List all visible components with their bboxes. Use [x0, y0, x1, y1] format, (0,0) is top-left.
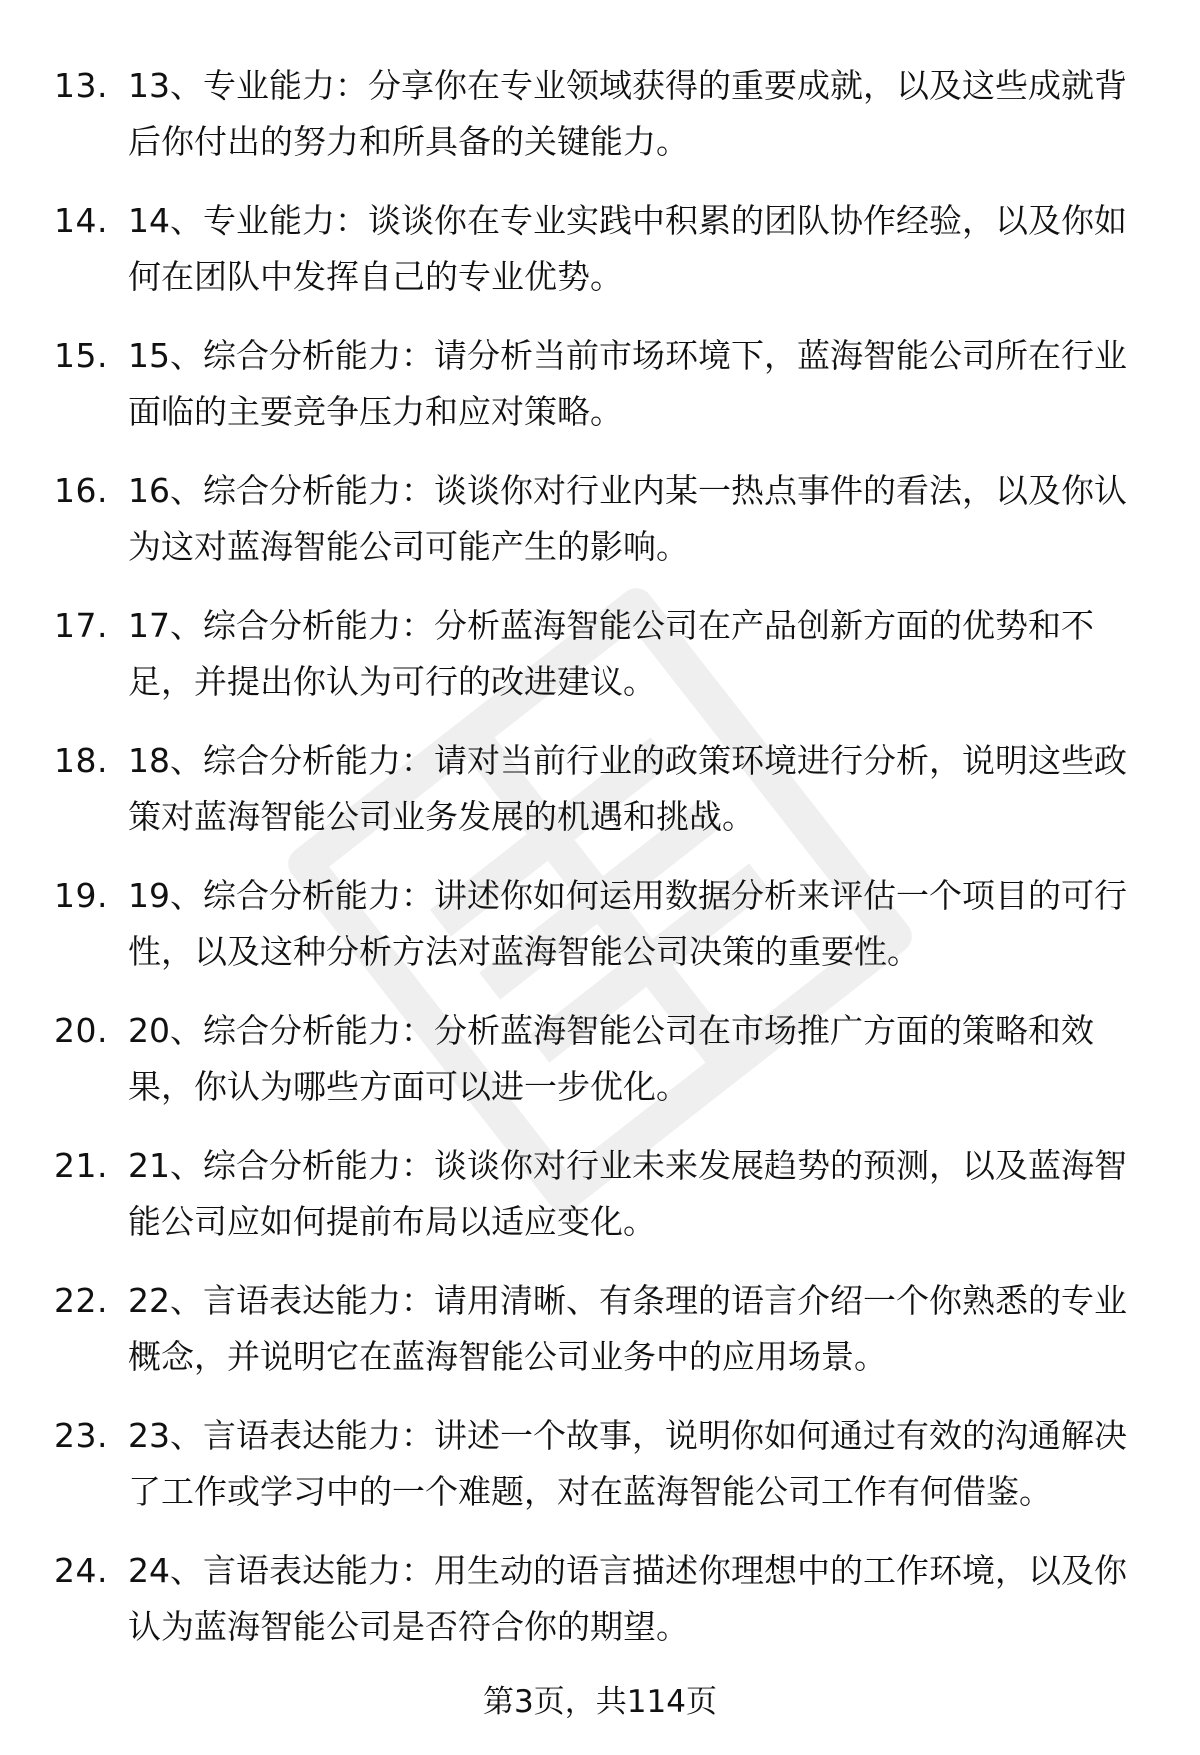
item-number: 24.	[54, 1551, 108, 1590]
list-item	[54, 868, 1154, 980]
page-indicator: 第3页，共114页	[483, 1684, 717, 1720]
item-text: 13、专业能力：分享你在专业领域获得的重要成就，以及这些成就背后你付出的努力和所具备的关键能力。	[128, 66, 1127, 161]
list-item	[54, 733, 1154, 845]
item-number: 13.	[54, 66, 108, 105]
list-item	[54, 463, 1154, 575]
item-text: 18、综合分析能力：请对当前行业的政策环境进行分析，说明这些政策对蓝海智能公司业务发展的机遇和挑战。	[128, 741, 1127, 836]
item-number: 14.	[54, 201, 108, 240]
item-number: 15.	[54, 336, 108, 375]
item-text: 22、言语表达能力：请用清晰、有条理的语言介绍一个你熟悉的专业概念，并说明它在蓝海智能公司业务中的应用场景。	[128, 1281, 1127, 1376]
list-item	[54, 58, 1154, 170]
item-text: 17、综合分析能力：分析蓝海智能公司在产品创新方面的优势和不足，并提出你认为可行的改进建议。	[128, 606, 1094, 701]
list-item	[54, 1138, 1154, 1250]
list-item	[54, 328, 1154, 440]
item-number: 20.	[54, 1011, 108, 1050]
list-item	[54, 1003, 1154, 1115]
list-item	[54, 598, 1154, 710]
list-item	[54, 193, 1154, 305]
list-item	[54, 1408, 1154, 1520]
item-text: 24、言语表达能力：用生动的语言描述你理想中的工作环境，以及你认为蓝海智能公司是否符合你的期望。	[128, 1551, 1127, 1646]
item-number: 18.	[54, 741, 108, 780]
item-number: 17.	[54, 606, 108, 645]
item-text: 14、专业能力：谈谈你在专业实践中积累的团队协作经验，以及你如何在团队中发挥自己的专业优势。	[128, 201, 1127, 296]
item-number: 21.	[54, 1146, 108, 1185]
item-number: 16.	[54, 471, 108, 510]
item-text: 16、综合分析能力：谈谈你对行业内某一热点事件的看法，以及你认为这对蓝海智能公司可能产生的影响。	[128, 471, 1127, 566]
item-number: 19.	[54, 876, 108, 915]
item-number: 23.	[54, 1416, 108, 1455]
list-item	[54, 1273, 1154, 1385]
question-list	[54, 58, 1154, 1678]
list-item	[54, 1543, 1154, 1655]
item-text: 15、综合分析能力：请分析当前市场环境下，蓝海智能公司所在行业面临的主要竞争压力和应对策略。	[128, 336, 1127, 431]
item-text: 21、综合分析能力：谈谈你对行业未来发展趋势的预测，以及蓝海智能公司应如何提前布局以适应变化。	[128, 1146, 1127, 1241]
item-number: 22.	[54, 1281, 108, 1320]
item-text: 20、综合分析能力：分析蓝海智能公司在市场推广方面的策略和效果，你认为哪些方面可以进一步优化。	[128, 1011, 1094, 1106]
item-text: 23、言语表达能力：讲述一个故事，说明你如何通过有效的沟通解决了工作或学习中的一个难题，对在蓝海智能公司工作有何借鉴。	[128, 1416, 1127, 1511]
item-text: 19、综合分析能力：讲述你如何运用数据分析来评估一个项目的可行性，以及这种分析方法对蓝海智能公司决策的重要性。	[128, 876, 1127, 971]
